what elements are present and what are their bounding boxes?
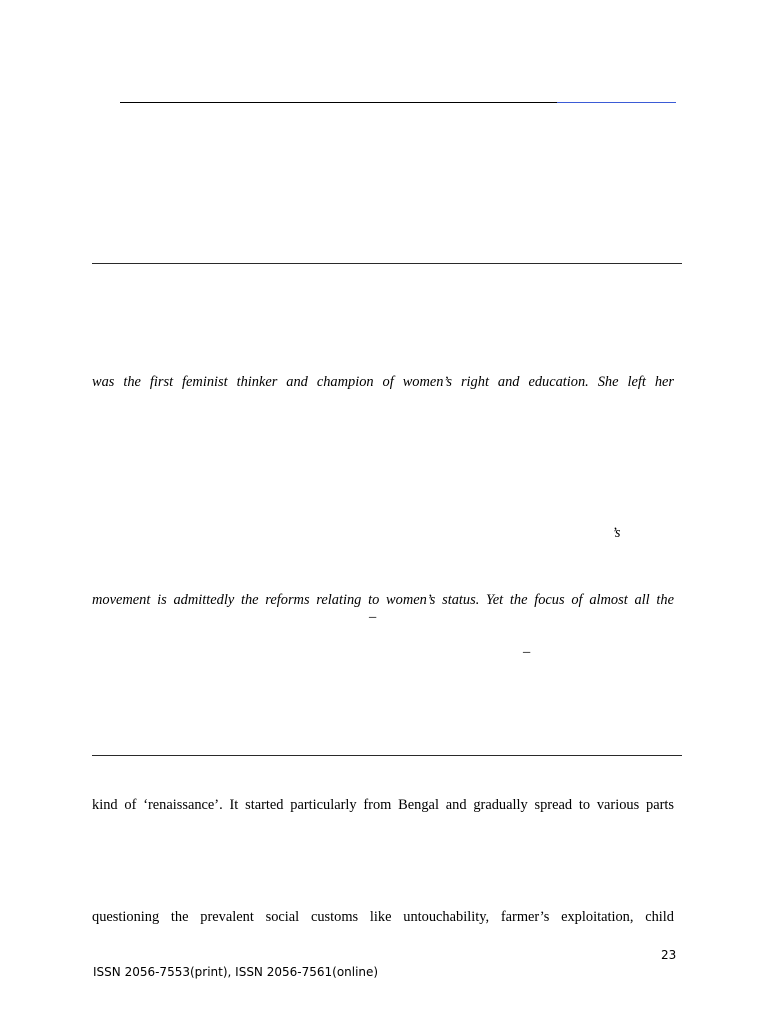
body-fragment-possessive: ’s bbox=[612, 525, 621, 541]
top-rule-link-segment bbox=[557, 102, 676, 103]
body-line-reforms: movement is admittedly the reforms relating to women’s status. Yet the focus of almost all the bbox=[92, 592, 674, 608]
body-line-renaissance: kind of ‘renaissance’. It started particularly from Bengal and gradually spread to various parts bbox=[92, 797, 674, 813]
body-fragment-dash-1: – bbox=[369, 609, 377, 625]
issn-footer: ISSN 2056-7553(print), ISSN 2056-7561(online) bbox=[93, 965, 379, 979]
section-rule-1 bbox=[92, 263, 682, 264]
top-rule bbox=[120, 102, 557, 103]
section-rule-2 bbox=[92, 755, 682, 756]
body-line-social-customs: questioning the prevalent social customs like untouchability, farmer’s exploitation, child bbox=[92, 909, 674, 925]
body-line-feminist-thinker: was the first feminist thinker and champion of women’s right and education. She left her bbox=[92, 374, 674, 390]
page-number: 23 bbox=[661, 948, 677, 962]
body-fragment-dash-2: – bbox=[523, 644, 531, 660]
